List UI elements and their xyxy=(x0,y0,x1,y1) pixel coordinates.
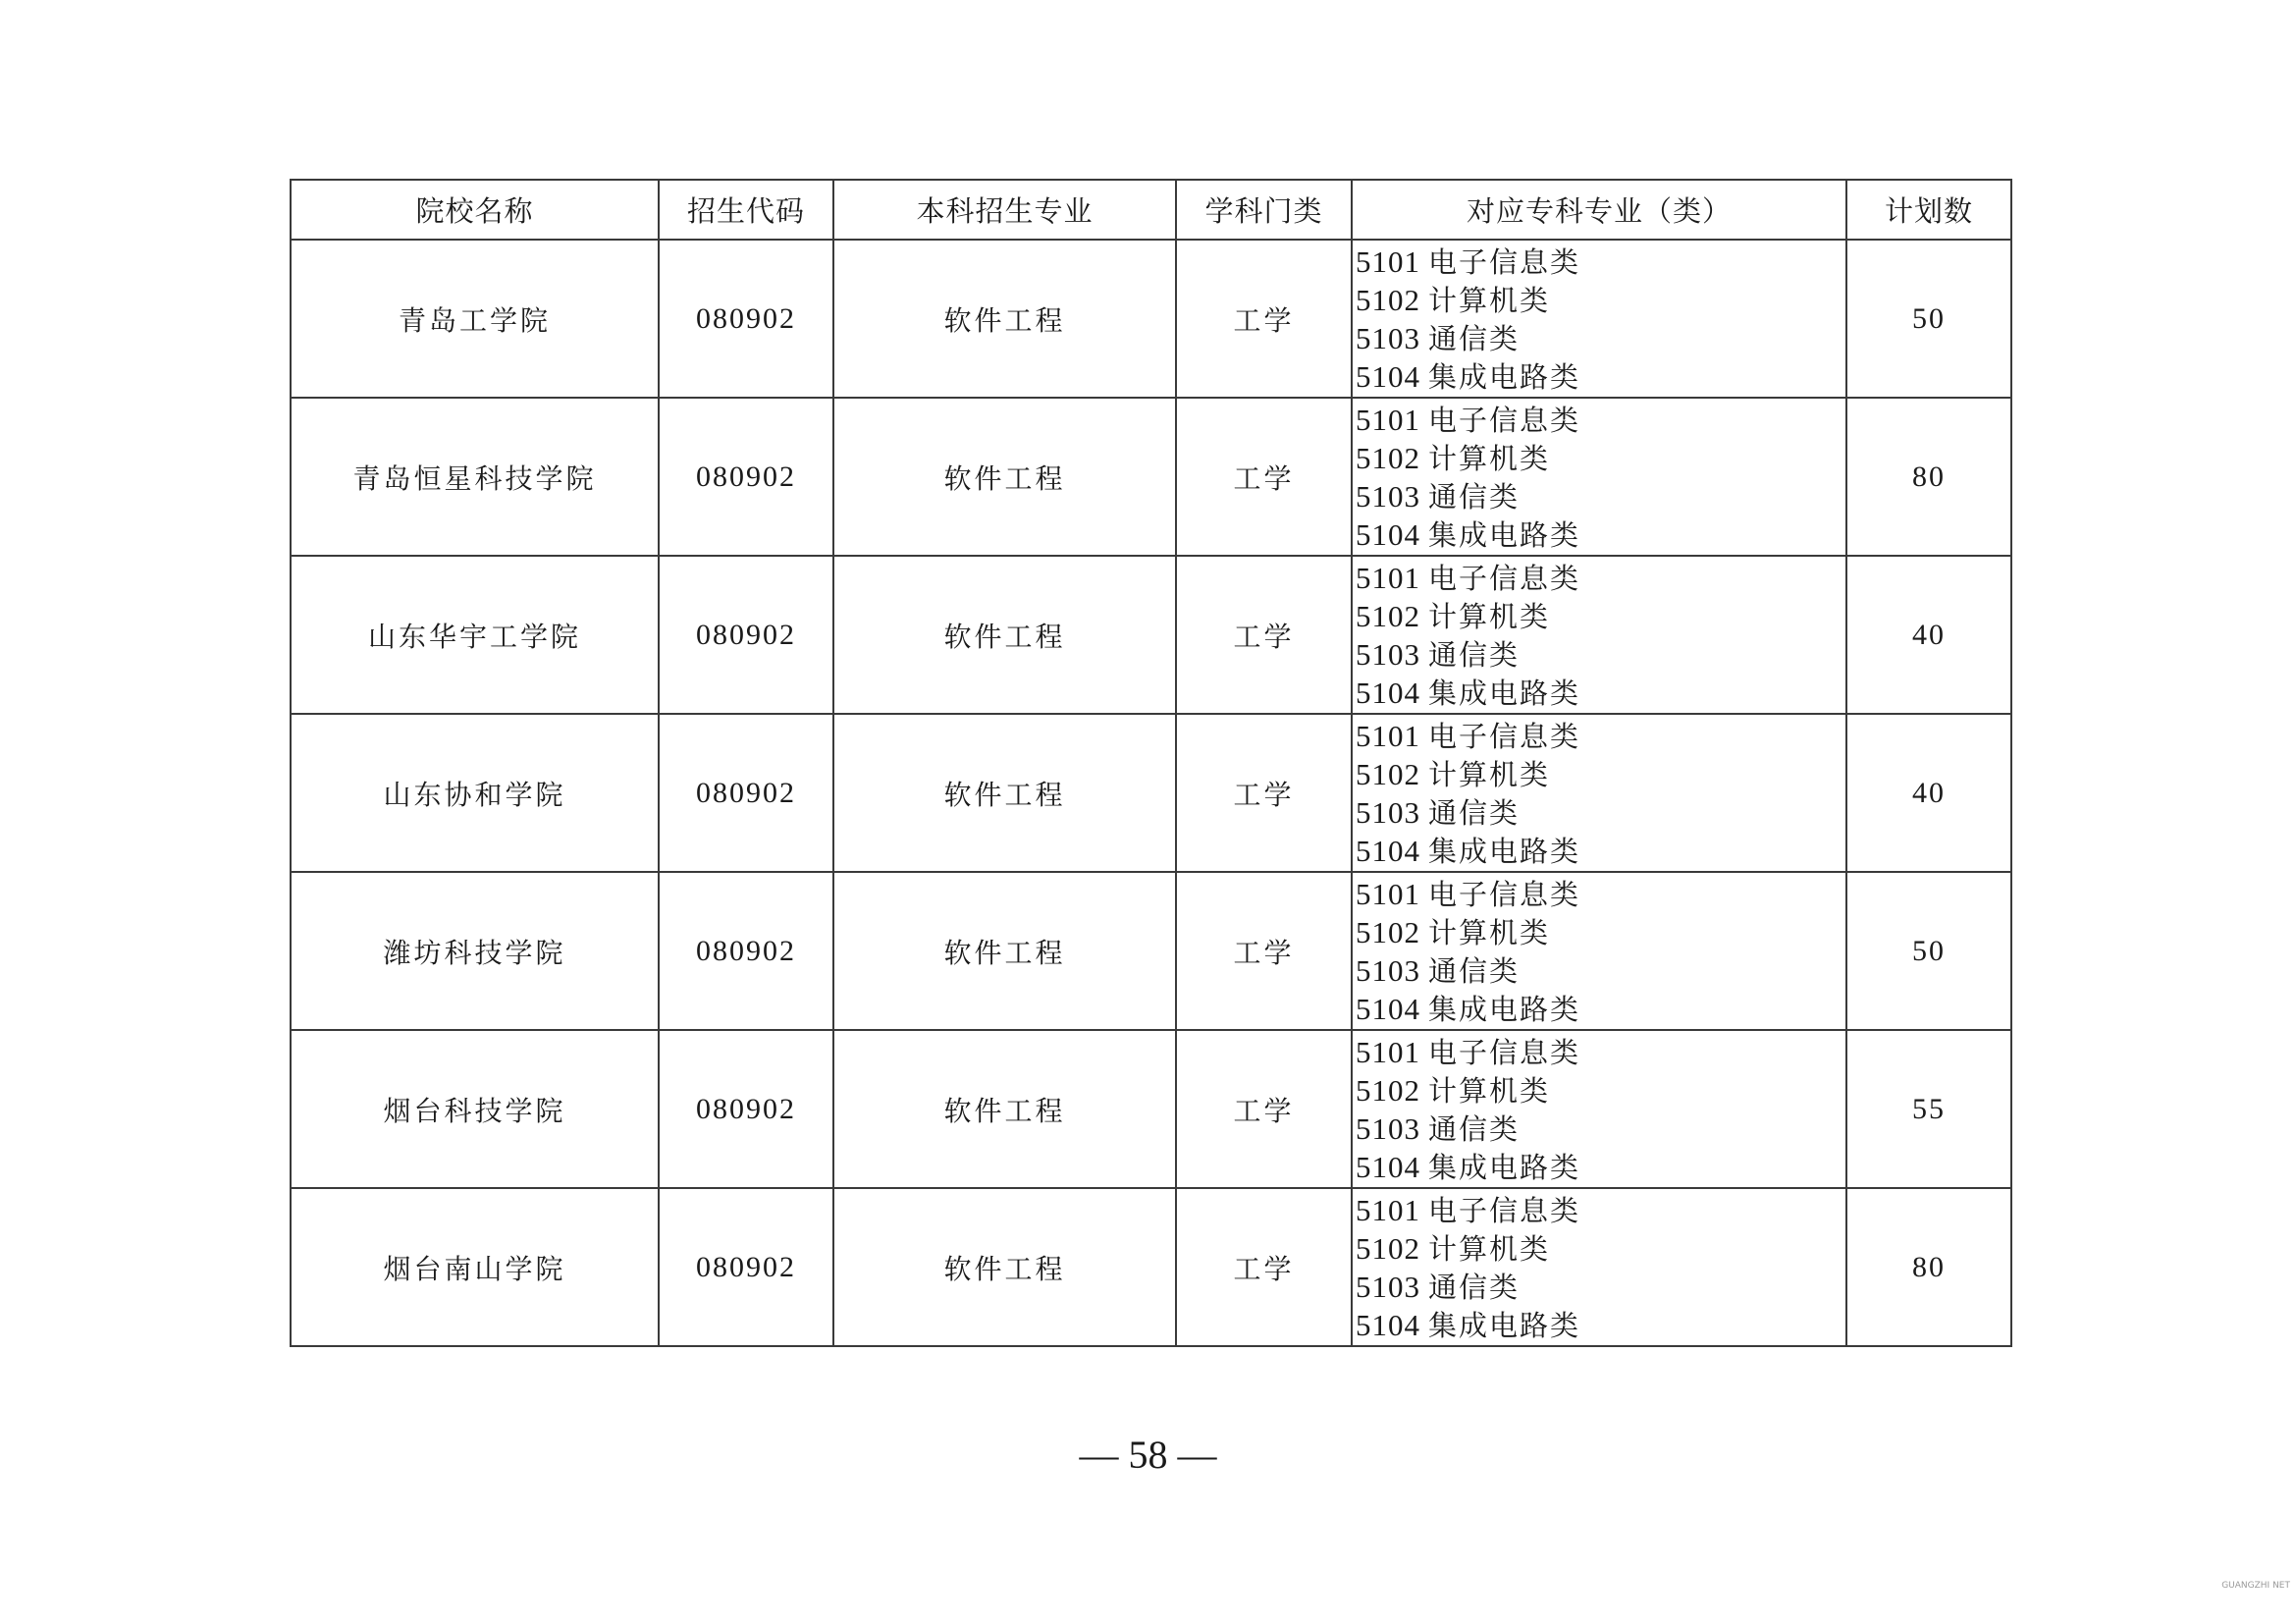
corresponding-major-item xyxy=(1356,674,1845,712)
header-discipline-category: 学科门类 xyxy=(1176,180,1352,240)
corresponding-major-item xyxy=(1356,401,1845,439)
cell-enrollment-code: 080902 xyxy=(659,714,833,872)
cell-plan-count: 80 xyxy=(1846,398,2011,556)
corresponding-major-code: 5102 xyxy=(1356,599,1420,633)
cell-enrollment-code: 080902 xyxy=(659,872,833,1030)
cell-plan-count: 80 xyxy=(1846,1188,2011,1346)
corresponding-major-item xyxy=(1356,439,1845,477)
corresponding-major-name: 计算机类 xyxy=(1428,916,1551,949)
cell-enrollment-code: 080902 xyxy=(659,398,833,556)
cell-discipline-category: 工学 xyxy=(1176,556,1352,714)
cell-undergrad-major: 软件工程 xyxy=(833,398,1176,556)
table-row xyxy=(291,1188,2011,1346)
cell-school-name: 青岛工学院 xyxy=(291,240,659,398)
corresponding-major-item xyxy=(1356,990,1845,1028)
cell-school-name: 烟台科技学院 xyxy=(291,1030,659,1188)
corresponding-major-item xyxy=(1356,357,1845,396)
corresponding-major-name: 计算机类 xyxy=(1428,442,1551,475)
cell-corresponding-majors xyxy=(1352,398,1846,556)
cell-discipline-category: 工学 xyxy=(1176,1188,1352,1346)
corresponding-major-code: 5101 xyxy=(1356,244,1420,279)
corresponding-major-name: 集成电路类 xyxy=(1428,360,1581,394)
cell-discipline-category: 工学 xyxy=(1176,714,1352,872)
page-number: — 58 — xyxy=(1079,1433,1217,1477)
corresponding-major-item xyxy=(1356,635,1845,674)
cell-school-name: 潍坊科技学院 xyxy=(291,872,659,1030)
corresponding-major-name: 电子信息类 xyxy=(1428,1194,1581,1227)
cell-school-name: 山东华宇工学院 xyxy=(291,556,659,714)
corresponding-major-name: 通信类 xyxy=(1428,796,1521,830)
corresponding-major-item xyxy=(1356,1306,1845,1344)
corresponding-major-item xyxy=(1356,515,1845,554)
table-row xyxy=(291,872,2011,1030)
cell-corresponding-majors xyxy=(1352,872,1846,1030)
corresponding-major-item xyxy=(1356,477,1845,515)
cell-enrollment-code: 080902 xyxy=(659,1030,833,1188)
table-row xyxy=(291,1030,2011,1188)
corresponding-major-name: 电子信息类 xyxy=(1428,404,1581,437)
cell-plan-count: 40 xyxy=(1846,556,2011,714)
corresponding-major-name: 集成电路类 xyxy=(1428,677,1581,710)
corresponding-major-code: 5101 xyxy=(1356,561,1420,595)
cell-plan-count: 55 xyxy=(1846,1030,2011,1188)
corresponding-major-item xyxy=(1356,1110,1845,1148)
corresponding-major-name: 集成电路类 xyxy=(1428,835,1581,868)
corresponding-major-code: 5104 xyxy=(1356,1308,1420,1342)
corresponding-major-code: 5101 xyxy=(1356,403,1420,437)
corresponding-major-item xyxy=(1356,1033,1845,1071)
corresponding-major-name: 通信类 xyxy=(1428,954,1521,988)
header-school-name: 院校名称 xyxy=(291,180,659,240)
corresponding-major-name: 计算机类 xyxy=(1428,1074,1551,1108)
corresponding-major-item xyxy=(1356,281,1845,319)
table-row xyxy=(291,398,2011,556)
corresponding-major-code: 5103 xyxy=(1356,1270,1420,1304)
watermark-text: GUANGZHI NET xyxy=(2221,1581,2290,1591)
header-enrollment-code: 招生代码 xyxy=(659,180,833,240)
corresponding-major-item xyxy=(1356,1191,1845,1229)
cell-corresponding-majors xyxy=(1352,1188,1846,1346)
cell-undergrad-major: 软件工程 xyxy=(833,240,1176,398)
corresponding-major-item xyxy=(1356,793,1845,832)
corresponding-major-code: 5102 xyxy=(1356,757,1420,791)
corresponding-major-code: 5104 xyxy=(1356,517,1420,552)
corresponding-major-item xyxy=(1356,1071,1845,1110)
table-row xyxy=(291,556,2011,714)
cell-discipline-category: 工学 xyxy=(1176,240,1352,398)
cell-discipline-category: 工学 xyxy=(1176,1030,1352,1188)
corresponding-major-item xyxy=(1356,1229,1845,1268)
corresponding-major-code: 5103 xyxy=(1356,479,1420,514)
corresponding-major-code: 5101 xyxy=(1356,1193,1420,1227)
cell-corresponding-majors xyxy=(1352,1030,1846,1188)
cell-enrollment-code: 080902 xyxy=(659,1188,833,1346)
corresponding-major-code: 5101 xyxy=(1356,877,1420,911)
cell-enrollment-code: 080902 xyxy=(659,240,833,398)
corresponding-major-code: 5102 xyxy=(1356,1073,1420,1108)
corresponding-major-code: 5104 xyxy=(1356,359,1420,394)
corresponding-major-name: 集成电路类 xyxy=(1428,1151,1581,1184)
corresponding-major-code: 5104 xyxy=(1356,992,1420,1026)
corresponding-major-item xyxy=(1356,243,1845,281)
corresponding-major-name: 通信类 xyxy=(1428,1271,1521,1304)
corresponding-major-item xyxy=(1356,913,1845,951)
corresponding-major-code: 5104 xyxy=(1356,676,1420,710)
corresponding-major-code: 5101 xyxy=(1356,719,1420,753)
corresponding-major-item xyxy=(1356,319,1845,357)
corresponding-major-name: 计算机类 xyxy=(1428,1232,1551,1266)
corresponding-major-code: 5103 xyxy=(1356,953,1420,988)
corresponding-major-code: 5102 xyxy=(1356,441,1420,475)
table-body xyxy=(291,240,2011,1346)
corresponding-major-name: 通信类 xyxy=(1428,638,1521,672)
table-row xyxy=(291,240,2011,398)
corresponding-major-name: 电子信息类 xyxy=(1428,1036,1581,1069)
table-row xyxy=(291,714,2011,872)
corresponding-major-name: 集成电路类 xyxy=(1428,1309,1581,1342)
header-plan-count: 计划数 xyxy=(1846,180,2011,240)
corresponding-major-code: 5103 xyxy=(1356,1111,1420,1146)
corresponding-major-name: 电子信息类 xyxy=(1428,245,1581,279)
corresponding-major-name: 通信类 xyxy=(1428,1112,1521,1146)
enrollment-plan-table xyxy=(290,179,2012,1347)
corresponding-major-item xyxy=(1356,1148,1845,1186)
cell-corresponding-majors xyxy=(1352,714,1846,872)
corresponding-major-code: 5104 xyxy=(1356,834,1420,868)
corresponding-major-code: 5104 xyxy=(1356,1150,1420,1184)
corresponding-major-item xyxy=(1356,1268,1845,1306)
corresponding-major-name: 电子信息类 xyxy=(1428,878,1581,911)
corresponding-major-item xyxy=(1356,755,1845,793)
cell-school-name: 烟台南山学院 xyxy=(291,1188,659,1346)
cell-undergrad-major: 软件工程 xyxy=(833,872,1176,1030)
corresponding-major-code: 5102 xyxy=(1356,283,1420,317)
corresponding-major-code: 5103 xyxy=(1356,795,1420,830)
corresponding-major-name: 计算机类 xyxy=(1428,758,1551,791)
cell-discipline-category: 工学 xyxy=(1176,872,1352,1030)
cell-undergrad-major: 软件工程 xyxy=(833,556,1176,714)
cell-undergrad-major: 软件工程 xyxy=(833,714,1176,872)
corresponding-major-name: 计算机类 xyxy=(1428,600,1551,633)
cell-plan-count: 50 xyxy=(1846,240,2011,398)
corresponding-major-name: 通信类 xyxy=(1428,480,1521,514)
table-header-row xyxy=(291,180,2011,240)
corresponding-major-code: 5103 xyxy=(1356,637,1420,672)
corresponding-major-code: 5101 xyxy=(1356,1035,1420,1069)
cell-school-name: 山东协和学院 xyxy=(291,714,659,872)
corresponding-major-item xyxy=(1356,597,1845,635)
corresponding-major-item xyxy=(1356,951,1845,990)
corresponding-major-name: 集成电路类 xyxy=(1428,993,1581,1026)
cell-discipline-category: 工学 xyxy=(1176,398,1352,556)
cell-undergrad-major: 软件工程 xyxy=(833,1030,1176,1188)
cell-corresponding-majors xyxy=(1352,556,1846,714)
corresponding-major-item xyxy=(1356,717,1845,755)
corresponding-major-code: 5102 xyxy=(1356,915,1420,949)
corresponding-major-item xyxy=(1356,559,1845,597)
corresponding-major-item xyxy=(1356,832,1845,870)
header-corresponding-majors: 对应专科专业（类） xyxy=(1352,180,1846,240)
cell-plan-count: 50 xyxy=(1846,872,2011,1030)
corresponding-major-name: 电子信息类 xyxy=(1428,562,1581,595)
cell-corresponding-majors xyxy=(1352,240,1846,398)
corresponding-major-item xyxy=(1356,875,1845,913)
corresponding-major-code: 5103 xyxy=(1356,321,1420,355)
cell-undergrad-major: 软件工程 xyxy=(833,1188,1176,1346)
corresponding-major-name: 通信类 xyxy=(1428,322,1521,355)
header-undergrad-major: 本科招生专业 xyxy=(833,180,1176,240)
corresponding-major-name: 计算机类 xyxy=(1428,284,1551,317)
cell-plan-count: 40 xyxy=(1846,714,2011,872)
cell-enrollment-code: 080902 xyxy=(659,556,833,714)
corresponding-major-name: 电子信息类 xyxy=(1428,720,1581,753)
corresponding-major-code: 5102 xyxy=(1356,1231,1420,1266)
cell-school-name: 青岛恒星科技学院 xyxy=(291,398,659,556)
corresponding-major-name: 集成电路类 xyxy=(1428,518,1581,552)
